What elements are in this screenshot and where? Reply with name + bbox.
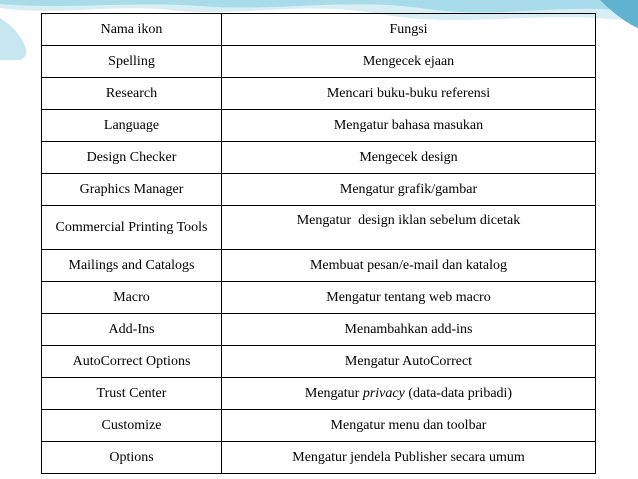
wave-left-curl [0,18,26,60]
function-text-emphasis: privacy [362,386,405,401]
row-icon-name: Graphics Manager [42,174,222,206]
row-icon-name: Customize [42,410,222,442]
table-row [42,250,596,282]
row-icon-name: Commercial Printing Tools [42,206,222,250]
row-function: Mengecek ejaan [222,46,596,78]
table-row [42,442,596,474]
table-header-row [42,14,596,46]
row-icon-name: Options [42,442,222,474]
row-icon-name: Macro [42,282,222,314]
table-row [42,174,596,206]
table-row [42,110,596,142]
row-function: Mengatur tentang web macro [222,282,596,314]
row-function: Mengatur design iklan sebelum dicetak [222,206,596,250]
row-icon-name: Mailings and Catalogs [42,250,222,282]
row-icon-name: Add-Ins [42,314,222,346]
row-icon-name: Research [42,78,222,110]
table-row [42,46,596,78]
row-icon-name: AutoCorrect Options [42,346,222,378]
table-row [42,78,596,110]
icon-function-table-container [41,13,595,474]
table-row [42,410,596,442]
row-function: Menambahkan add-ins [222,314,596,346]
table-row [42,282,596,314]
row-function: Mengecek design [222,142,596,174]
table-row [42,346,596,378]
row-function: Mengatur menu dan toolbar [222,410,596,442]
table-row [42,142,596,174]
row-icon-name: Spelling [42,46,222,78]
row-icon-name: Trust Center [42,378,222,410]
table-row [42,314,596,346]
row-function [222,378,596,410]
row-function: Mengatur jendela Publisher secara umum [222,442,596,474]
row-icon-name: Design Checker [42,142,222,174]
function-text-post: (data-data pribadi) [404,386,513,401]
table-row [42,206,596,250]
header-nama-ikon: Nama ikon [42,14,222,46]
header-fungsi: Fungsi [222,14,596,46]
row-function: Membuat pesan/e-mail dan katalog [222,250,596,282]
row-function: Mengatur AutoCorrect [222,346,596,378]
function-text-pre: Mengatur [304,386,363,401]
row-function: Mengatur grafik/gambar [222,174,596,206]
row-icon-name: Language [42,110,222,142]
row-function: Mencari buku-buku referensi [222,78,596,110]
icon-function-table [41,13,596,474]
row-function: Mengatur bahasa masukan [222,110,596,142]
table-row [42,378,596,410]
